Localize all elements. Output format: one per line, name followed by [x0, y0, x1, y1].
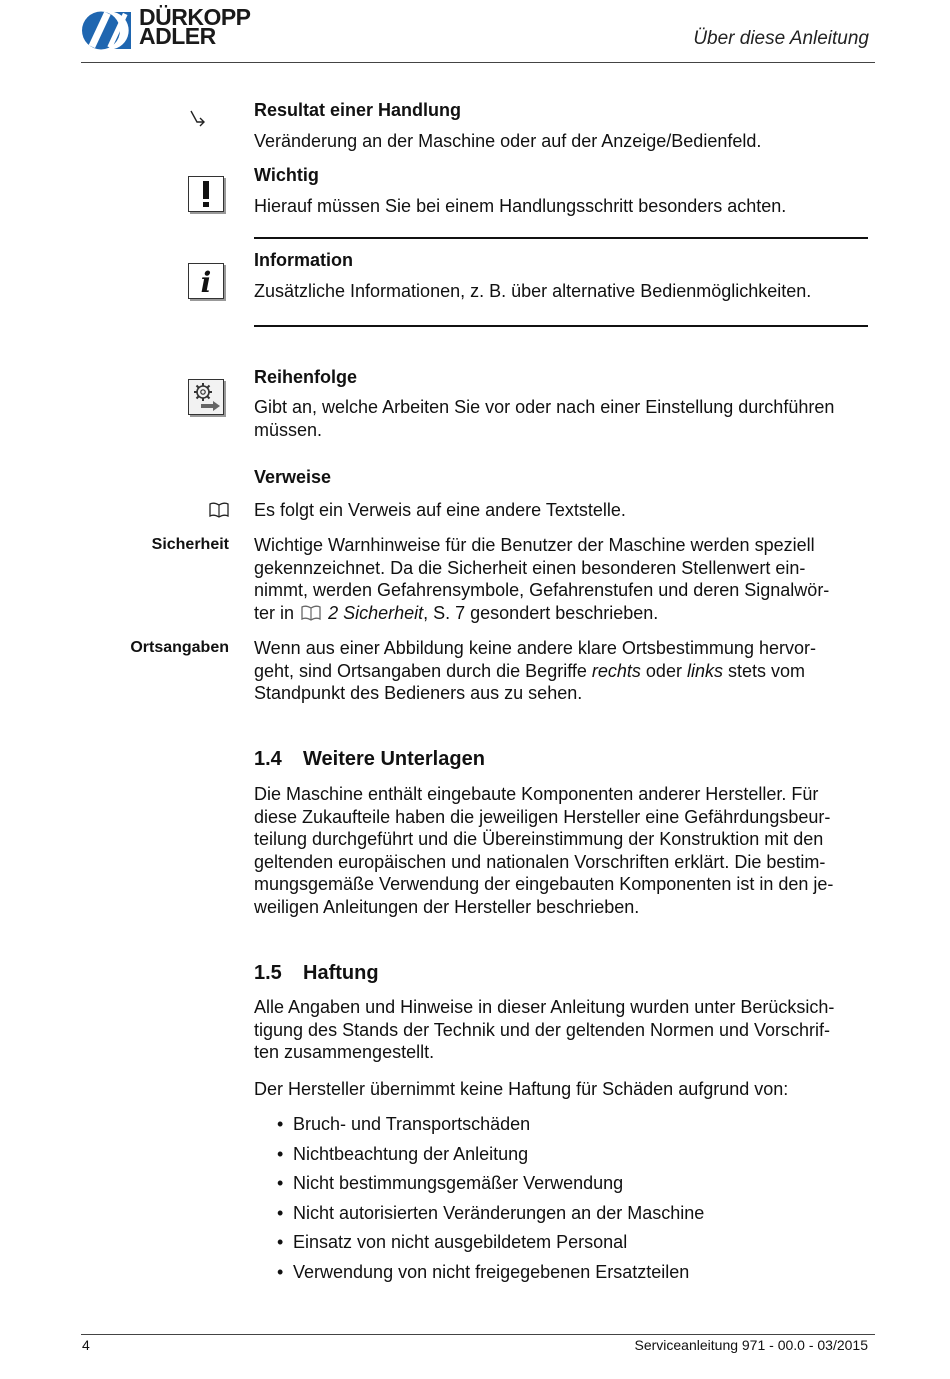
section-1-4-line: geltenden europäischen und nationalen Vorschriften erklärt. Die bestim- [254, 851, 826, 872]
list-item: • Verwendung von nicht freigegebenen Ersatzteilen [277, 1262, 867, 1292]
footer-divider [81, 1334, 875, 1335]
location-line-3: Standpunkt des Bedieners aus zu sehen. [254, 683, 583, 703]
book-icon [209, 502, 229, 523]
sequence-text-line-2: müssen. [254, 419, 323, 440]
brand-logo-text [139, 4, 251, 49]
sequence-text-line-1: Gibt an, welche Arbeiten Sie vor oder nach einer Einstellung durchführen [254, 397, 835, 417]
header-divider [81, 62, 875, 63]
safety-line-4 [254, 602, 829, 627]
warning-exclamation-icon [188, 176, 224, 212]
safety-line-4-pre: ter in [254, 602, 295, 623]
important-title: Wichtig [254, 165, 319, 185]
book-icon-inline [301, 604, 321, 627]
result-title: Resultat einer Handlung [254, 100, 462, 120]
list-item: • Nicht autorisierten Veränderungen an der Maschine [277, 1203, 867, 1233]
location-line-1: Wenn aus einer Abbildung keine andere klare Ortsbestimmung hervor- [254, 638, 816, 658]
list-item: • Nichtbeachtung der Anleitung [277, 1144, 867, 1174]
information-title: Information [254, 250, 353, 270]
section-1-5-title: Haftung [303, 962, 379, 984]
header-title: Über diese Anleitung [693, 28, 869, 49]
references-text: Es folgt ein Verweis auf eine andere Textstelle. [254, 500, 626, 520]
section-1-4-line: Die Maschine enthält eingebaute Komponenten anderer Hersteller. Für [254, 784, 819, 804]
section-1-5-paragraph [254, 996, 834, 1064]
location-text [254, 637, 816, 705]
safety-line-4-post: , S. 7 gesondert beschrieben. [423, 602, 659, 623]
section-1-4-heading [254, 748, 485, 771]
brand-line-2: ADLER [139, 23, 216, 49]
section-1-5-line: Alle Angaben und Hinweise in dieser Anleitung wurden unter Berücksich- [254, 997, 835, 1017]
result-arrow-icon [188, 108, 208, 133]
sequence-text [254, 396, 834, 441]
location-line-2 [254, 660, 816, 683]
location-margin-label: Ortsangaben [130, 639, 229, 656]
safety-line-1: Wichtige Warnhinweise für die Benutzer der Maschine werden speziell [254, 535, 815, 555]
location-line-2-pre: geht, sind Ortsangaben durch die Begriffe [254, 660, 592, 681]
section-1-5-line: ten zusammengestellt. [254, 1042, 435, 1062]
section-1-4-line: teilung durchgeführt und die Übereinstimmung der Konstruktion mit den [254, 829, 824, 849]
references-title: Verweise [254, 467, 332, 487]
location-line-2-mid: oder [640, 660, 687, 681]
sequence-title: Reihenfolge [254, 367, 358, 387]
safety-chapter-link[interactable]: 2 Sicherheit [328, 602, 424, 623]
liability-intro: Der Hersteller übernimmt keine Haftung für Schäden aufgrund von: [254, 1079, 789, 1099]
document-id: Serviceanleitung 971 - 00.0 - 03/2015 [634, 1337, 868, 1353]
information-text: Zusätzliche Informationen, z. B. über alternative Bedienmöglichkeiten. [254, 281, 812, 301]
safety-margin-label: Sicherheit [151, 536, 229, 553]
section-1-5-number: 1.5 [254, 962, 282, 984]
svg-text:i: i [200, 266, 212, 298]
location-term-right: rechts [591, 660, 641, 681]
section-1-4-number: 1.4 [254, 748, 282, 770]
list-item: • Nicht bestimmungsgemäßer Verwendung [277, 1173, 867, 1203]
information-rule-bottom [254, 325, 868, 327]
list-item: • Einsatz von nicht ausgebildetem Personal [277, 1232, 867, 1262]
section-1-4-paragraph [254, 783, 833, 918]
section-1-5-heading [254, 962, 379, 985]
safety-text [254, 534, 829, 626]
section-1-4-line: diese Zukaufteile haben die jeweiligen Hersteller eine Gefährdungsbeur- [254, 806, 831, 827]
important-text: Hierauf müssen Sie bei einem Handlungsschritt besonders achten. [254, 196, 787, 216]
page-number: 4 [82, 1337, 90, 1353]
liability-bullet-list [277, 1114, 867, 1292]
information-rule-top [254, 237, 868, 239]
list-item: • Bruch- und Transportschäden [277, 1114, 867, 1144]
result-text: Veränderung an der Maschine oder auf der Anzeige/Bedienfeld. [254, 131, 762, 151]
section-1-5-line: tigung des Stands der Technik und der geltenden Normen und Vorschrif- [254, 1019, 831, 1040]
section-1-4-line: weiligen Anleitungen der Hersteller beschrieben. [254, 896, 640, 917]
brand-line-1: DÜRKOPP [139, 4, 251, 30]
information-icon [188, 263, 224, 299]
location-line-2-post: stets vom [722, 660, 805, 681]
brand-logo-mark [81, 10, 133, 51]
sequence-gear-arrow-icon [188, 379, 224, 415]
safety-line-2: gekennzeichnet. Da die Sicherheit einen besonderen Stellenwert ein- [254, 557, 806, 578]
section-1-4-title: Weitere Unterlagen [303, 748, 485, 770]
section-1-4-line: mungsgemäße Verwendung der eingebauten Komponenten ist in den je- [254, 874, 834, 894]
safety-line-3: nimmt, werden Gefahrensymbole, Gefahrenstufen und deren Signalwör- [254, 580, 830, 600]
location-term-left: links [686, 660, 723, 681]
